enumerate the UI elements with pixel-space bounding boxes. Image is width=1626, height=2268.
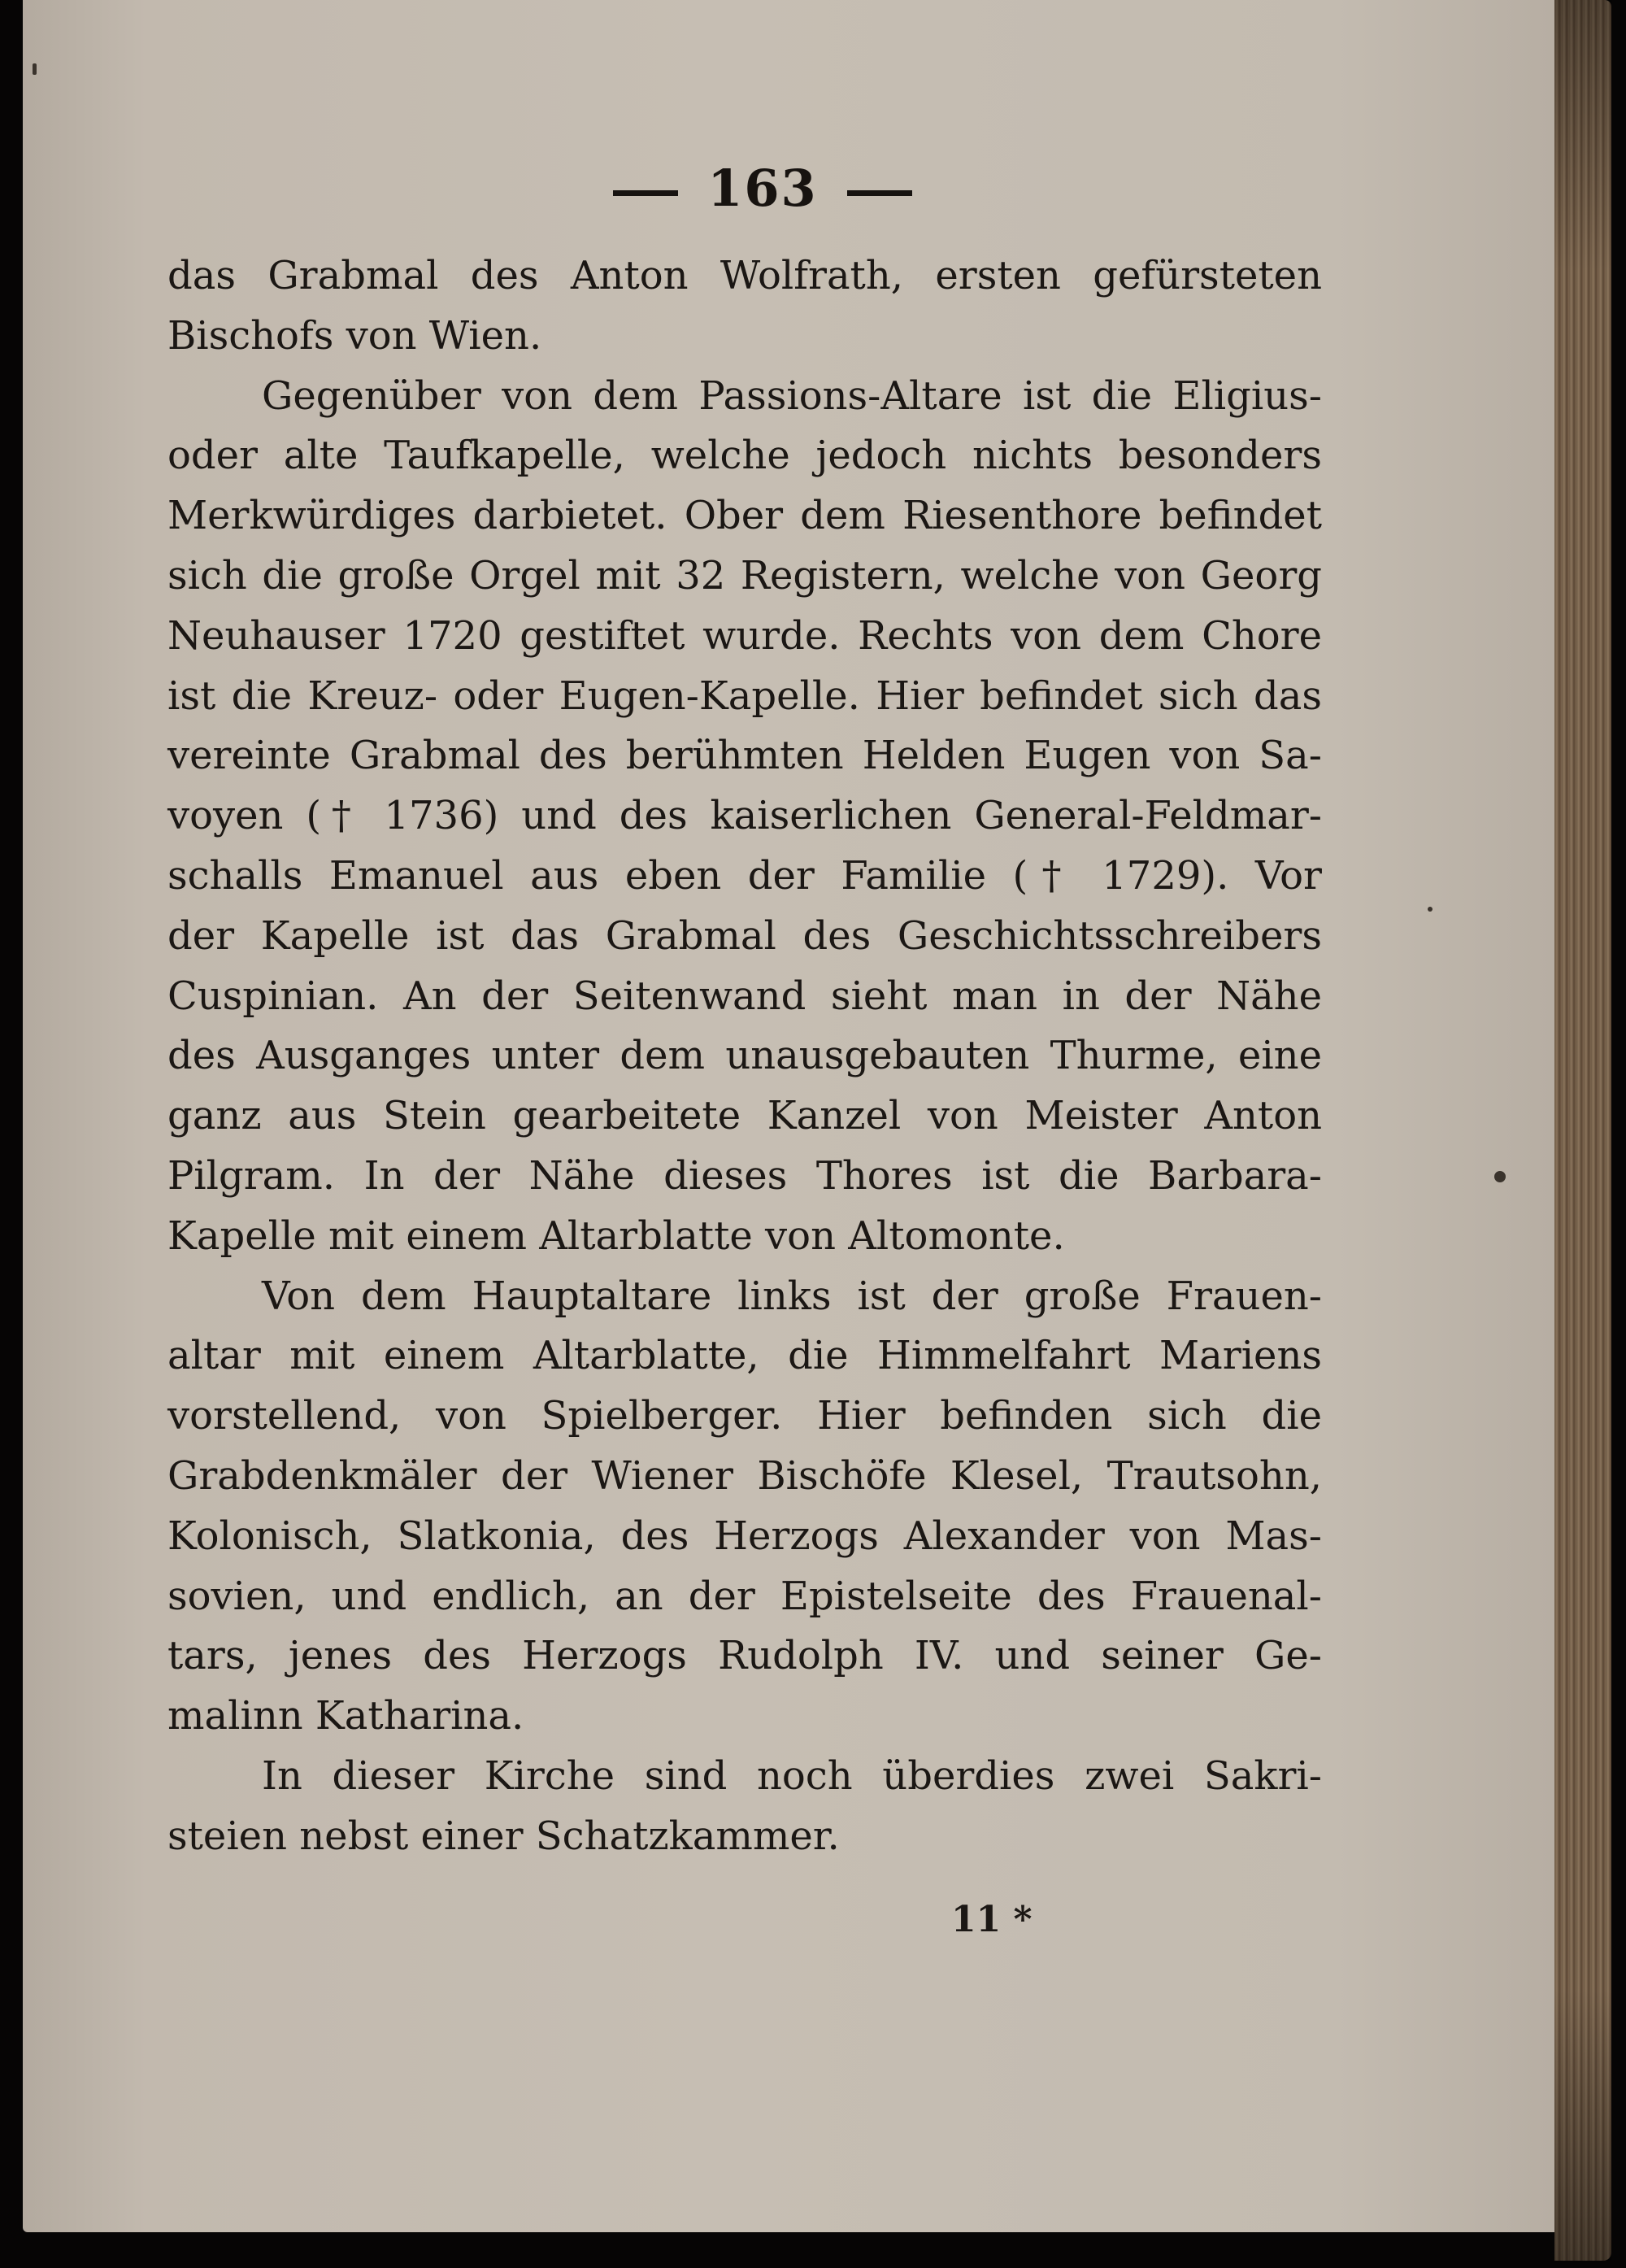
ink-speck [1428, 907, 1433, 912]
page-header [23, 159, 1502, 218]
signature-mark: 11 * [951, 1899, 1033, 1940]
ink-speck [1494, 1171, 1506, 1182]
text-line: voyen († 1736) und des kaiserlichen General-Feldmar- [167, 793, 1322, 839]
text-line: malinn Katharina. [167, 1693, 524, 1739]
page-stack-edge [1554, 0, 1611, 2261]
paragraph [167, 367, 1322, 1267]
text-line: Pilgram. In der Nähe dieses Thores ist die Barbara- [167, 1152, 1322, 1199]
text-line: Von dem Hauptaltare links ist der große Frauen- [262, 1273, 1322, 1319]
text-line: steien nebst einer Schatzkammer. [167, 1813, 840, 1859]
text-line: schalls Emanuel aus eben der Familie († 1729). Vor [167, 852, 1322, 899]
paragraph [167, 1267, 1322, 1747]
page-number: 163 [707, 159, 818, 218]
book-page [23, 0, 1569, 2232]
text-line: Kapelle mit einem Altarblatte von Altomonte. [167, 1212, 1065, 1259]
ink-speck [33, 63, 37, 75]
text-line: vereinte Grabmal des berühmten Helden Eugen von Sa- [167, 733, 1322, 779]
header-dash-left [613, 190, 678, 196]
text-line: Neuhauser 1720 gestiftet wurde. Rechts von dem Chore [167, 612, 1322, 659]
text-line: oder alte Taufkapelle, welche jedoch nichts besonders [167, 433, 1322, 479]
text-line: des Ausganges unter dem unausgebauten Thurme, eine [167, 1033, 1322, 1079]
text-line: altar mit einem Altarblatte, die Himmelfahrt Mariens [167, 1333, 1322, 1379]
text-line: Gegenüber von dem Passions-Altare ist die Eligius- [262, 372, 1322, 419]
text-line: ist die Kreuz- oder Eugen-Kapelle. Hier befindet sich das [167, 673, 1322, 719]
paragraph [167, 246, 1322, 367]
text-line: vorstellend, von Spielberger. Hier befinden sich die [167, 1393, 1322, 1439]
text-line: Bischofs von Wien. [167, 312, 542, 359]
text-line: Kolonisch, Slatkonia, des Herzogs Alexander von Mas- [167, 1513, 1322, 1559]
text-line: tars, jenes des Herzogs Rudolph IV. und seiner Ge- [167, 1633, 1322, 1679]
body-text [167, 246, 1322, 1867]
text-line: das Grabmal des Anton Wolfrath, ersten gefürsteten [167, 253, 1322, 298]
text-line: sovien, und endlich, an der Epistelseite des Frauenal- [167, 1573, 1322, 1619]
text-line: Merkwürdiges darbietet. Ober dem Riesenthore befindet [167, 493, 1322, 539]
header-dash-right [847, 190, 912, 196]
text-line: der Kapelle ist das Grabmal des Geschichtsschreibers [167, 912, 1322, 959]
text-line: In dieser Kirche sind noch überdies zwei Sakri- [262, 1752, 1322, 1799]
text-line: ganz aus Stein gearbeitete Kanzel von Meister Anton [167, 1093, 1322, 1139]
paragraph [167, 1747, 1322, 1867]
text-line: Cuspinian. An der Seitenwand sieht man in der Nähe [167, 973, 1322, 1019]
text-line: sich die große Orgel mit 32 Registern, welche von Georg [167, 552, 1322, 599]
text-line: Grabdenkmäler der Wiener Bischöfe Klesel, Trautsohn, [167, 1452, 1322, 1499]
